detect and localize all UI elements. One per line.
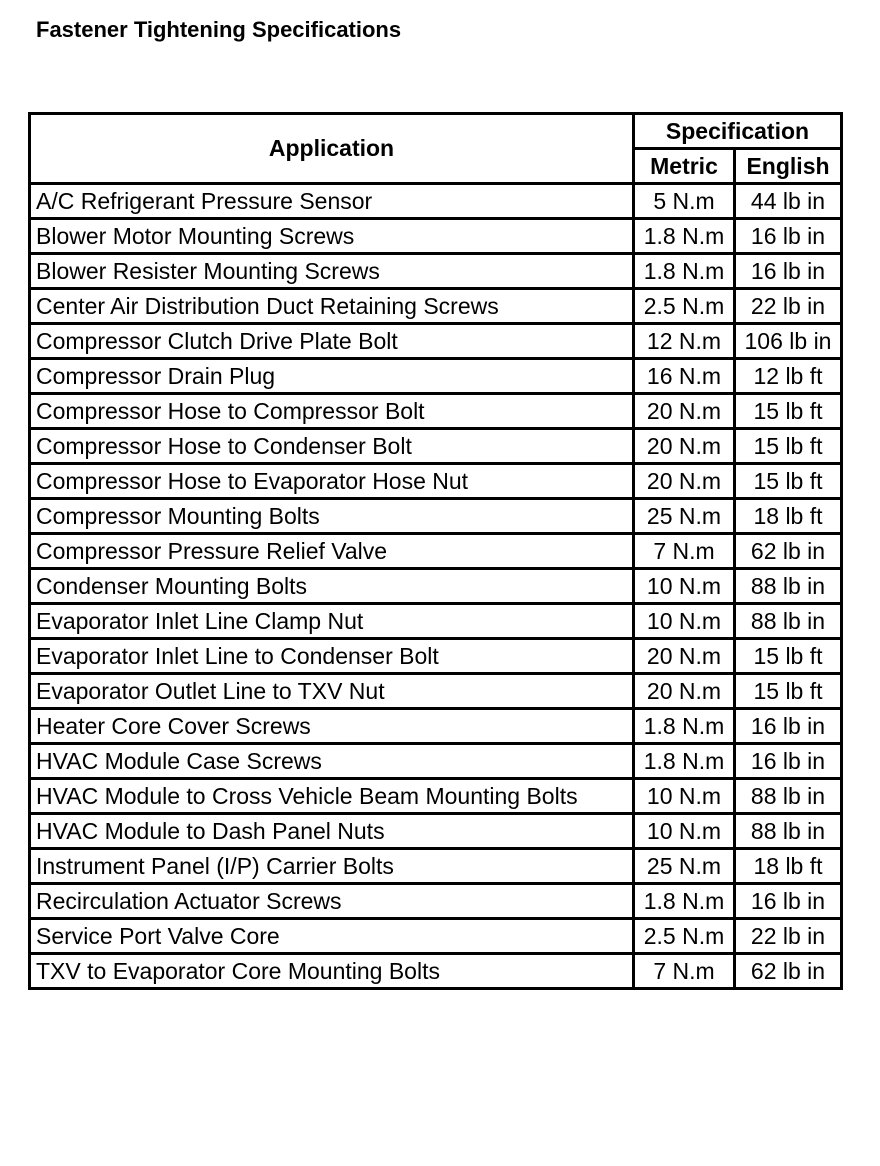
- table-row: [30, 254, 842, 289]
- cell-metric: 2.5 N.m: [634, 289, 735, 324]
- cell-english: 88 lb in: [735, 814, 842, 849]
- cell-english: 22 lb in: [735, 289, 842, 324]
- cell-english: 88 lb in: [735, 569, 842, 604]
- table-row: [30, 604, 842, 639]
- cell-metric: 10 N.m: [634, 604, 735, 639]
- cell-application: HVAC Module to Cross Vehicle Beam Mounting Bolts: [30, 779, 634, 814]
- fastener-spec-table: [28, 112, 843, 990]
- cell-english: 15 lb ft: [735, 429, 842, 464]
- cell-application: HVAC Module to Dash Panel Nuts: [30, 814, 634, 849]
- page-title: Fastener Tightening Specifications: [36, 17, 402, 42]
- table-row: [30, 464, 842, 499]
- cell-application: Compressor Hose to Condenser Bolt: [30, 429, 634, 464]
- cell-english: 18 lb ft: [735, 499, 842, 534]
- column-header-english: English: [735, 149, 842, 184]
- cell-english: 12 lb ft: [735, 359, 842, 394]
- cell-metric: 2.5 N.m: [634, 919, 735, 954]
- cell-application: HVAC Module Case Screws: [30, 744, 634, 779]
- table-row: [30, 674, 842, 709]
- cell-application: Compressor Hose to Compressor Bolt: [30, 394, 634, 429]
- cell-application: Evaporator Outlet Line to TXV Nut: [30, 674, 634, 709]
- table-row: [30, 289, 842, 324]
- column-header-metric: Metric: [634, 149, 735, 184]
- cell-application: Center Air Distribution Duct Retaining Screws: [30, 289, 634, 324]
- table-row: [30, 779, 842, 814]
- table-row: [30, 359, 842, 394]
- cell-english: 22 lb in: [735, 919, 842, 954]
- cell-english: 88 lb in: [735, 779, 842, 814]
- cell-metric: 20 N.m: [634, 429, 735, 464]
- cell-english: 62 lb in: [735, 954, 842, 989]
- cell-metric: 10 N.m: [634, 779, 735, 814]
- table-header: [30, 114, 842, 184]
- cell-metric: 20 N.m: [634, 464, 735, 499]
- cell-metric: 25 N.m: [634, 849, 735, 884]
- cell-metric: 5 N.m: [634, 184, 735, 219]
- cell-english: 16 lb in: [735, 219, 842, 254]
- cell-english: 15 lb ft: [735, 394, 842, 429]
- table-row: [30, 499, 842, 534]
- table-row: [30, 429, 842, 464]
- cell-application: Evaporator Inlet Line Clamp Nut: [30, 604, 634, 639]
- table-row: [30, 639, 842, 674]
- column-header-specification: Specification: [634, 114, 842, 149]
- cell-english: 16 lb in: [735, 884, 842, 919]
- cell-application: Recirculation Actuator Screws: [30, 884, 634, 919]
- cell-metric: 20 N.m: [634, 394, 735, 429]
- cell-application: Heater Core Cover Screws: [30, 709, 634, 744]
- cell-application: Service Port Valve Core: [30, 919, 634, 954]
- table-row: [30, 919, 842, 954]
- table-row: [30, 814, 842, 849]
- cell-english: 18 lb ft: [735, 849, 842, 884]
- cell-metric: 7 N.m: [634, 534, 735, 569]
- table-row: [30, 954, 842, 989]
- cell-application: Compressor Pressure Relief Valve: [30, 534, 634, 569]
- cell-english: 106 lb in: [735, 324, 842, 359]
- table-row: [30, 534, 842, 569]
- cell-metric: 10 N.m: [634, 569, 735, 604]
- cell-application: Compressor Drain Plug: [30, 359, 634, 394]
- table-row: [30, 324, 842, 359]
- cell-application: Evaporator Inlet Line to Condenser Bolt: [30, 639, 634, 674]
- cell-application: Compressor Clutch Drive Plate Bolt: [30, 324, 634, 359]
- cell-metric: 16 N.m: [634, 359, 735, 394]
- cell-english: 16 lb in: [735, 254, 842, 289]
- cell-metric: 1.8 N.m: [634, 744, 735, 779]
- cell-english: 88 lb in: [735, 604, 842, 639]
- cell-metric: 10 N.m: [634, 814, 735, 849]
- table-row: [30, 184, 842, 219]
- table-row: [30, 709, 842, 744]
- cell-english: 15 lb ft: [735, 464, 842, 499]
- cell-metric: 1.8 N.m: [634, 709, 735, 744]
- table-row: [30, 569, 842, 604]
- cell-application: Condenser Mounting Bolts: [30, 569, 634, 604]
- table-row: [30, 849, 842, 884]
- cell-application: Blower Motor Mounting Screws: [30, 219, 634, 254]
- cell-application: A/C Refrigerant Pressure Sensor: [30, 184, 634, 219]
- cell-metric: 25 N.m: [634, 499, 735, 534]
- cell-english: 62 lb in: [735, 534, 842, 569]
- cell-metric: 1.8 N.m: [634, 219, 735, 254]
- cell-application: Compressor Mounting Bolts: [30, 499, 634, 534]
- cell-english: 16 lb in: [735, 744, 842, 779]
- table-row: [30, 744, 842, 779]
- cell-application: Instrument Panel (I/P) Carrier Bolts: [30, 849, 634, 884]
- cell-english: 16 lb in: [735, 709, 842, 744]
- table-body: [30, 184, 842, 989]
- table-row: [30, 219, 842, 254]
- cell-metric: 20 N.m: [634, 639, 735, 674]
- cell-application: TXV to Evaporator Core Mounting Bolts: [30, 954, 634, 989]
- cell-application: Blower Resister Mounting Screws: [30, 254, 634, 289]
- cell-metric: 1.8 N.m: [634, 884, 735, 919]
- table-row: [30, 394, 842, 429]
- cell-metric: 20 N.m: [634, 674, 735, 709]
- cell-metric: 1.8 N.m: [634, 254, 735, 289]
- cell-application: Compressor Hose to Evaporator Hose Nut: [30, 464, 634, 499]
- column-header-application: Application: [30, 114, 634, 184]
- cell-english: 44 lb in: [735, 184, 842, 219]
- cell-metric: 12 N.m: [634, 324, 735, 359]
- cell-english: 15 lb ft: [735, 639, 842, 674]
- table-row: [30, 884, 842, 919]
- cell-english: 15 lb ft: [735, 674, 842, 709]
- cell-metric: 7 N.m: [634, 954, 735, 989]
